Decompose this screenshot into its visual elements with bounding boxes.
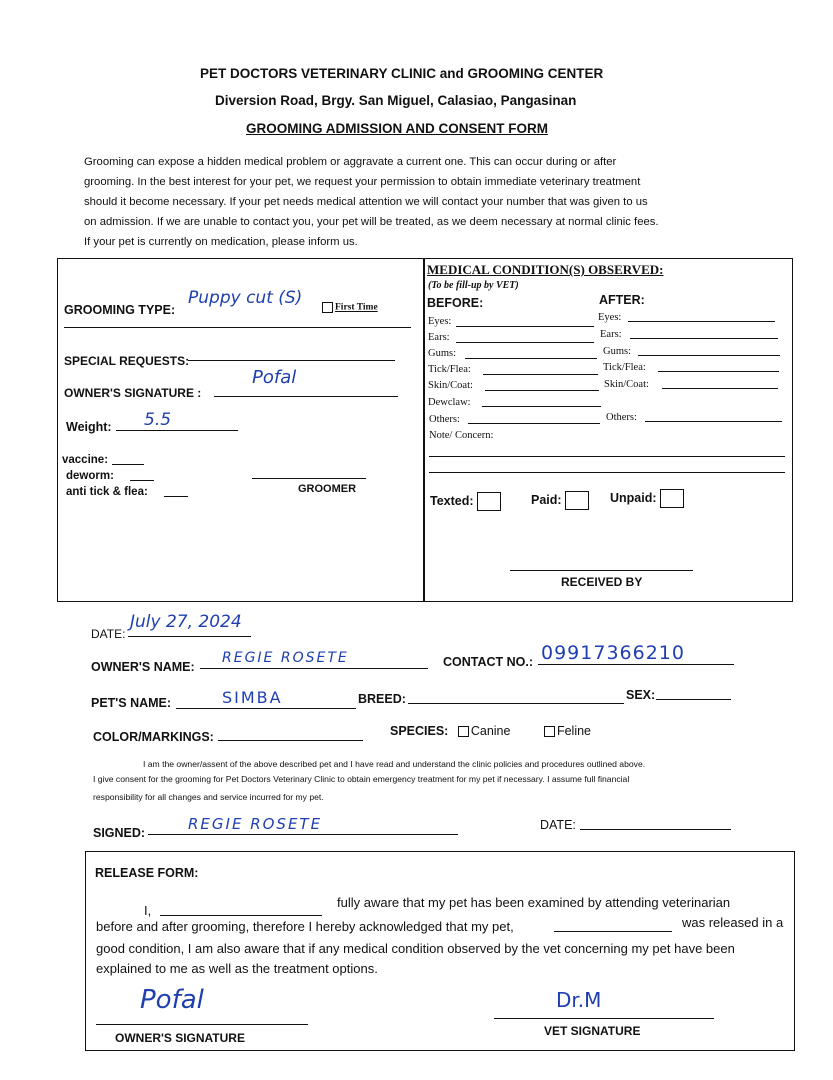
- checkbox-icon: [322, 302, 333, 313]
- note-line-1[interactable]: [429, 456, 785, 457]
- before-ears-line[interactable]: [456, 342, 594, 343]
- release-owner-signature[interactable]: Pofal: [140, 985, 204, 1015]
- after-ears-line[interactable]: [630, 338, 778, 339]
- before-label: BEFORE:: [427, 296, 484, 310]
- canine-label: Canine: [470, 724, 511, 738]
- after-eyes-line[interactable]: [628, 321, 775, 322]
- owner-name-value[interactable]: REGIE ROSETE: [222, 650, 349, 666]
- before-skin-line[interactable]: [485, 390, 599, 391]
- vaccine-label: vaccine:: [62, 454, 109, 466]
- after-skin-line[interactable]: [662, 388, 778, 389]
- vet-signature-line: [494, 1018, 714, 1019]
- after-skin: Skin/Coat:: [604, 379, 649, 390]
- contact-line: [538, 664, 734, 665]
- vet-signature-value[interactable]: Dr.M: [556, 988, 602, 1012]
- release-line-2: [96, 913, 792, 933]
- species-field: [390, 724, 591, 738]
- owner-signature-value[interactable]: Pofal: [252, 367, 297, 388]
- release-i: I,: [144, 903, 152, 918]
- color-line[interactable]: [218, 740, 363, 741]
- paid-field[interactable]: [531, 491, 589, 510]
- contact-label: CONTACT NO.:: [443, 655, 534, 669]
- owner-signature-label: OWNER'S SIGNATURE :: [64, 386, 202, 400]
- release-pet-name-line[interactable]: [554, 931, 672, 932]
- special-requests-label: SPECIAL REQUESTS:: [64, 354, 190, 368]
- contact-value[interactable]: 09917366210: [541, 642, 685, 664]
- grooming-type-line: [64, 327, 411, 328]
- clinic-name: PET DOCTORS VETERINARY CLINIC and GROOMING CENTER: [200, 66, 604, 81]
- received-by-line[interactable]: [510, 570, 693, 571]
- intro-text: [84, 152, 734, 252]
- after-others-line[interactable]: [645, 421, 782, 422]
- received-by-label: RECEIVED BY: [561, 575, 643, 589]
- weight-label: Weight:: [66, 420, 112, 434]
- form-title: GROOMING ADMISSION AND CONSENT FORM: [246, 121, 548, 136]
- before-tick-line[interactable]: [483, 374, 598, 375]
- note-line-2[interactable]: [429, 472, 785, 473]
- breed-line[interactable]: [408, 703, 624, 704]
- anti-tick-label: anti tick & flea:: [66, 486, 148, 498]
- before-dewclaw-line[interactable]: [482, 406, 601, 407]
- paid-label: Paid:: [531, 492, 562, 507]
- before-tick: Tick/Flea:: [428, 364, 471, 375]
- release-owner-signature-line: [96, 1024, 308, 1025]
- first-time-checkbox[interactable]: [322, 302, 378, 313]
- deworm-label: deworm:: [66, 470, 114, 482]
- feline-label: Feline: [556, 724, 591, 738]
- pet-name-line: [176, 708, 356, 709]
- after-tick: Tick/Flea:: [603, 362, 646, 373]
- consent-line-3: responsibility for all changes and service incurred for my pet.: [93, 792, 324, 802]
- release-text-c: before and after grooming, therefore I hereby acknowledged that my pet,: [96, 919, 514, 934]
- weight-value[interactable]: 5.5: [144, 410, 172, 430]
- release-owner-signature-label: OWNER'S SIGNATURE: [115, 1031, 245, 1045]
- after-ears: Ears:: [600, 329, 622, 340]
- before-ears: Ears:: [428, 332, 450, 343]
- before-gums: Gums:: [428, 348, 457, 359]
- texted-checkbox[interactable]: [477, 492, 501, 511]
- texted-label: Texted:: [430, 493, 474, 508]
- note-concern: Note/ Concern:: [429, 430, 494, 441]
- breed-label: BREED:: [358, 692, 406, 706]
- intro-line: Grooming can expose a hidden medical problem or aggravate a current one. This can occur during or after: [84, 156, 617, 168]
- medical-subtitle: (To be fill-up by VET): [428, 280, 519, 291]
- date-line: [128, 636, 251, 637]
- unpaid-label: Unpaid:: [610, 490, 657, 505]
- date-value[interactable]: July 27, 2024: [130, 612, 242, 632]
- signed-label: SIGNED:: [93, 826, 146, 840]
- owner-signature-line: [214, 396, 398, 397]
- texted-field[interactable]: [430, 492, 501, 511]
- unpaid-field[interactable]: [610, 489, 684, 508]
- release-text-e: good condition, I am also aware that if any medical condition observed by the vet concerning my pet have been: [96, 941, 735, 956]
- release-title: RELEASE FORM:: [95, 866, 199, 880]
- deworm-line[interactable]: [130, 480, 154, 481]
- after-label: AFTER:: [599, 293, 645, 307]
- signed-date-label: DATE:: [540, 818, 576, 832]
- species-label: SPECIES:: [390, 724, 449, 738]
- pet-name-value[interactable]: SIMBA: [222, 688, 283, 707]
- release-text-d: was released in a: [682, 915, 784, 930]
- canine-checkbox[interactable]: [458, 726, 469, 737]
- weight-line: [116, 430, 238, 431]
- groomer-label: GROOMER: [298, 483, 357, 495]
- before-dewclaw: Dewclaw:: [428, 397, 471, 408]
- sex-line[interactable]: [656, 699, 731, 700]
- after-tick-line[interactable]: [658, 371, 779, 372]
- panel-divider: [423, 259, 425, 601]
- special-requests-line[interactable]: [188, 360, 395, 361]
- date-label: DATE:: [91, 627, 126, 641]
- before-gums-line[interactable]: [465, 358, 597, 359]
- first-time-label: First Time: [335, 302, 378, 313]
- after-others: Others:: [606, 412, 637, 423]
- after-eyes: Eyes:: [598, 312, 622, 323]
- consent-line-2: I give consent for the grooming for Pet Doctors Veterinary Clinic to obtain emergency treatment for my pet if necessary. I assume full financial: [93, 774, 630, 784]
- intro-line: If your pet is currently on medication, please inform us.: [84, 236, 358, 248]
- after-gums-line[interactable]: [638, 355, 780, 356]
- sex-label: SEX:: [626, 688, 656, 702]
- vet-signature-label: VET SIGNATURE: [544, 1024, 641, 1038]
- release-text: [96, 893, 792, 979]
- before-eyes-line[interactable]: [456, 326, 594, 327]
- consent-line-1: I am the owner/assent of the above described pet and I have read and understand the clinic policies and procedures outlined above.: [143, 759, 646, 769]
- intro-line: should it become necessary. If your pet needs medical attention we will contact your number that was given to us: [84, 196, 648, 208]
- medical-title: MEDICAL CONDITION(S) OBSERVED:: [427, 262, 664, 277]
- before-others-line[interactable]: [468, 423, 600, 424]
- grooming-type-label: GROOMING TYPE:: [64, 303, 176, 317]
- signed-line: [148, 834, 458, 835]
- grooming-type-value[interactable]: Puppy cut (S): [188, 288, 303, 308]
- unpaid-checkbox[interactable]: [660, 489, 684, 508]
- release-text-f: explained to me as well as the treatment options.: [96, 961, 378, 976]
- after-gums: Gums:: [603, 346, 632, 357]
- feline-checkbox[interactable]: [544, 726, 555, 737]
- owner-name-line: [200, 668, 428, 669]
- vaccine-line[interactable]: [112, 464, 144, 465]
- release-text-b: fully aware that my pet has been examined by attending veterinarian: [337, 895, 731, 910]
- signed-value[interactable]: REGIE ROSETE: [188, 815, 323, 833]
- before-others: Others:: [429, 414, 460, 425]
- before-eyes: Eyes:: [428, 316, 452, 327]
- anti-tick-line[interactable]: [164, 496, 188, 497]
- intro-line: grooming. In the best interest for your pet, we request your permission to obtain immediate veterinary treatment: [84, 176, 641, 188]
- owner-name-label: OWNER'S NAME:: [91, 660, 195, 674]
- paid-checkbox[interactable]: [565, 491, 589, 510]
- release-line-1: [96, 893, 792, 918]
- groomer-line: [252, 478, 366, 479]
- signed-date-line[interactable]: [580, 829, 731, 830]
- pet-name-label: PET'S NAME:: [91, 696, 172, 710]
- color-label: COLOR/MARKINGS:: [93, 730, 214, 744]
- intro-line: on admission. If we are unable to contact you, your pet will be treated, as we deem necessary at normal clinic fees.: [84, 216, 659, 228]
- before-skin: Skin/Coat:: [428, 380, 473, 391]
- clinic-address: Diversion Road, Brgy. San Miguel, Calasiao, Pangasinan: [215, 93, 577, 108]
